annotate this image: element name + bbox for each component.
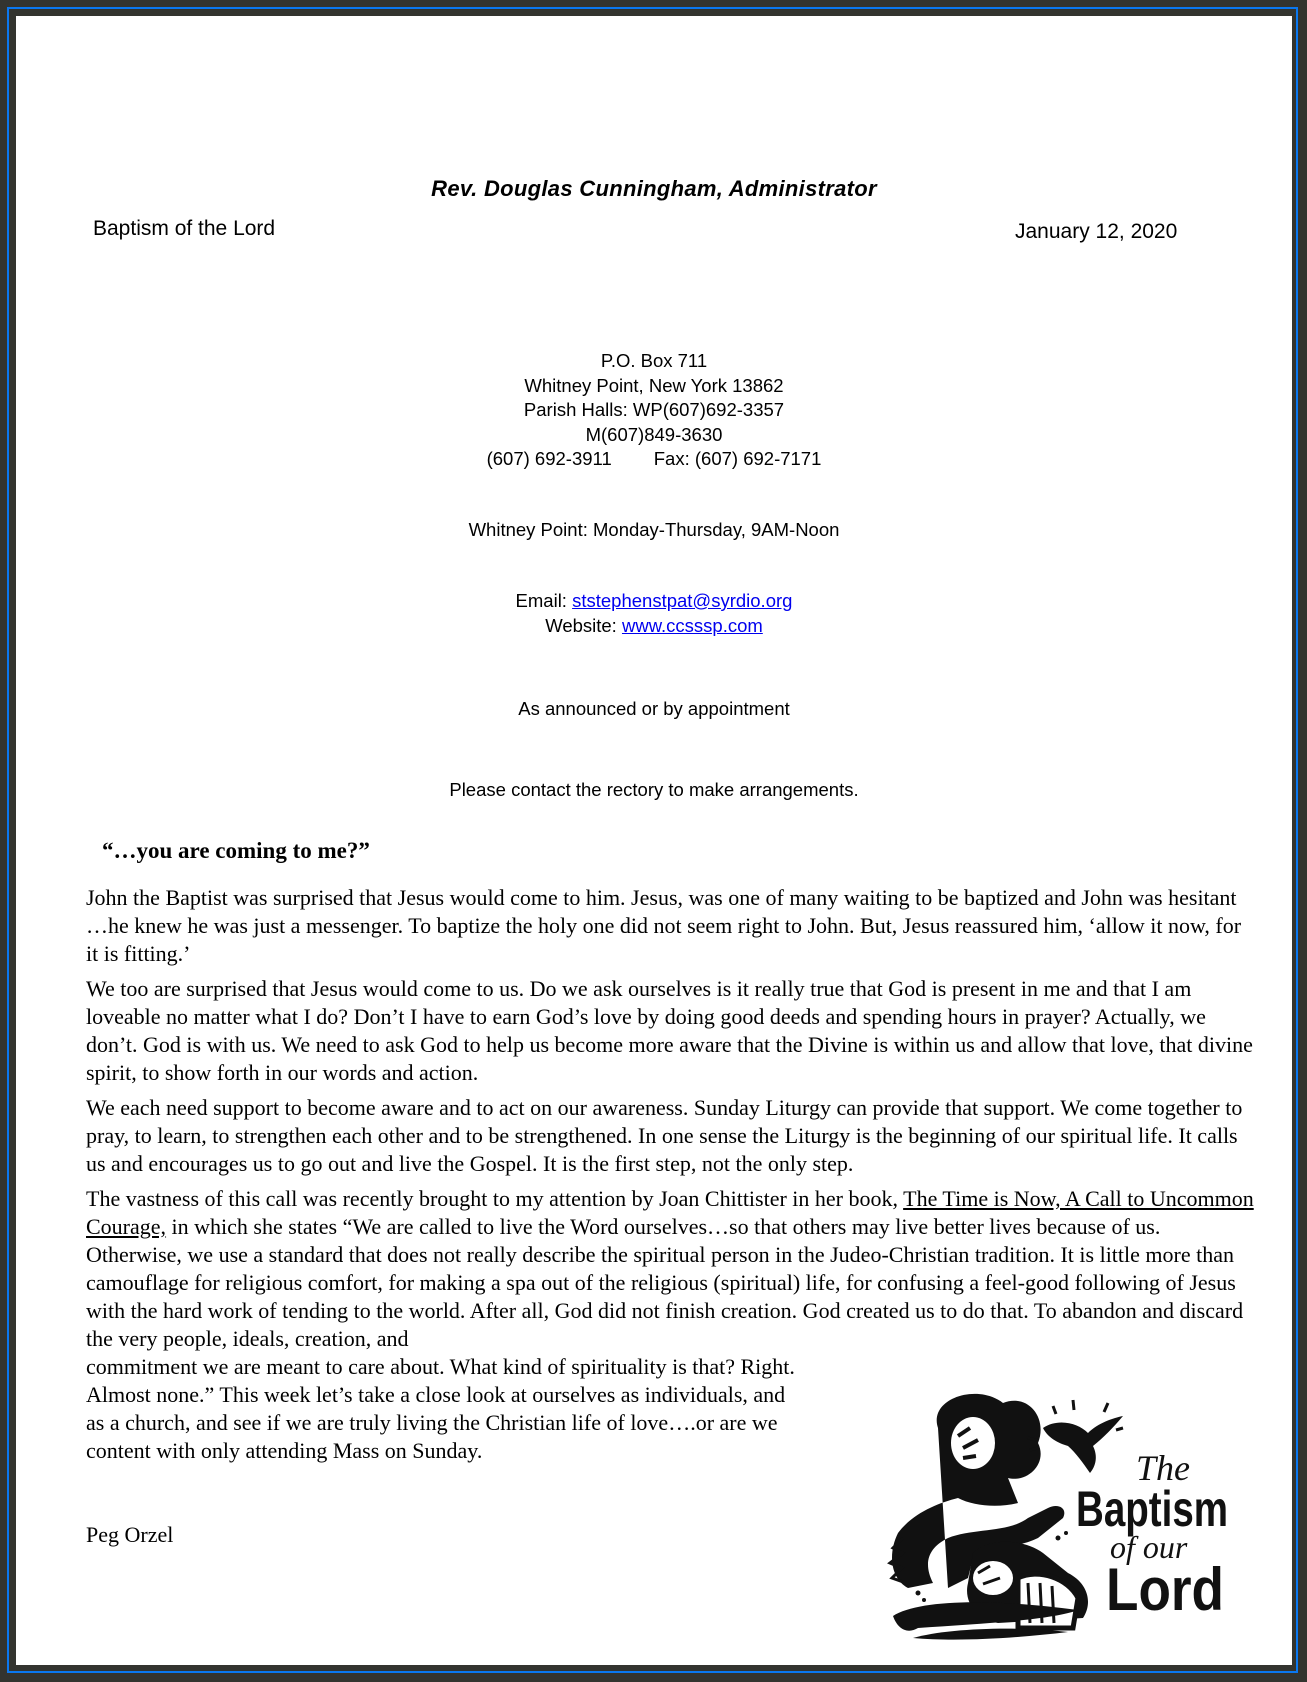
- address-line: P.O. Box 711: [600, 350, 708, 371]
- website-label: Website:: [545, 614, 622, 636]
- dove-icon: [1028, 1400, 1123, 1473]
- address-line: Whitney Point, New York 13862: [524, 374, 784, 396]
- address-line: Parish Halls: WP(607)692-3357: [523, 399, 785, 420]
- author-signature: Peg Orzel: [86, 1522, 174, 1547]
- reflection-body: [86, 884, 1256, 1465]
- email-label: Email:: [515, 590, 573, 611]
- website-line: [16, 614, 1292, 639]
- email-link[interactable]: ststephenstpat@syrdio.org: [572, 590, 793, 611]
- administrator-title: Rev. Douglas Cunningham, Administrator: [431, 176, 877, 201]
- address-line: M(607)849-3630: [585, 423, 723, 445]
- art-caption-baptism: Baptism: [1076, 1481, 1228, 1537]
- paragraph: [86, 1185, 1256, 1353]
- email-line: [16, 589, 1292, 614]
- phone-fax-line: [16, 447, 1292, 472]
- text-line: commitment we are meant to care about. What kind of spirituality is that? Right.: [86, 1354, 795, 1379]
- art-caption-lord: Lord: [1106, 1556, 1224, 1623]
- bulletin-page: [16, 16, 1292, 1665]
- liturgical-occasion: Baptism of the Lord: [93, 217, 276, 240]
- address-block: [16, 349, 1292, 472]
- text-line: Almost none.” This week let’s take a close look at ourselves as individuals, and: [86, 1382, 786, 1407]
- phone-number: (607) 692-3911: [486, 448, 612, 469]
- paragraph: We too are surprised that Jesus would come to us. Do we ask ourselves is it really true that God is present in me and that I am loveable no matter what I do? Don’t I have to earn God’s love by doing good deeds and spending hours in prayer? Actually, we don’t. God is with us. We need to ask God to help us become more aware that the Divine is within us and allow that love, that divine spirit, to show forth in our words and action.: [86, 976, 1253, 1085]
- contact-block: [16, 589, 1292, 638]
- paragraph-quote: in which she states “We are called to live the Word ourselves…so that others may live better lives because of us. Otherwise, we use a standard that does not really describe the spiritual person in the Judeo-Christian tradition. It is little more than camouflage for religious comfort, for making a spa out of the religious (spiritual) life, for confusing a feel-good following of Jesus with the hard work of tending to the world. After all, God did not finish creation. God created us to do that. To abandon and discard the very people, ideals, creation, and: [86, 1214, 1244, 1351]
- office-hours: Whitney Point: Monday-Thursday, 9AM-Noon: [468, 519, 840, 540]
- website-link[interactable]: www.ccsssp.com: [621, 614, 763, 636]
- book-title: The Time is Now, A Call to Uncommon Courage,: [86, 1186, 1254, 1239]
- paragraph: We each need support to become aware and to act on our awareness. Sunday Liturgy can provide that support. We come together to pray, to learn, to strengthen each other and to be strengthened. In one sense the Liturgy is the beginning of our spiritual life. It calls us and encourages us to go out and live the Gospel. It is the first step, not the only step.: [86, 1095, 1243, 1176]
- text-line: as a church, and see if we are truly living the Christian life of love….or are we: [86, 1410, 778, 1435]
- reflection-heading: “…you are coming to me?”: [102, 838, 370, 863]
- paragraph-intro: The vastness of this call was recently brought to my attention by Joan Chittister in her book,: [86, 1186, 904, 1211]
- text-line: content with only attending Mass on Sunday.: [86, 1438, 483, 1463]
- fax-number: Fax: (607) 692-7171: [653, 448, 822, 469]
- paragraph-continuation: [86, 1353, 856, 1465]
- art-caption-the: The: [1136, 1448, 1190, 1488]
- arrangements-note: Please contact the rectory to make arrangements.: [449, 779, 859, 800]
- appointment-note: As announced or by appointment: [518, 698, 790, 719]
- paragraph: John the Baptist was surprised that Jesus would come to him. Jesus, was one of many waiting to be baptized and John was hesitant …he knew he was just a messenger. To baptize the holy one did not seem right to John. But, Jesus reassured him, ‘allow it now, for it is fitting.’: [86, 885, 1242, 966]
- bulletin-date: January 12, 2020: [1015, 220, 1178, 243]
- art-caption-of-our: of our: [1110, 1529, 1188, 1565]
- baptism-clipart: [878, 1388, 1234, 1646]
